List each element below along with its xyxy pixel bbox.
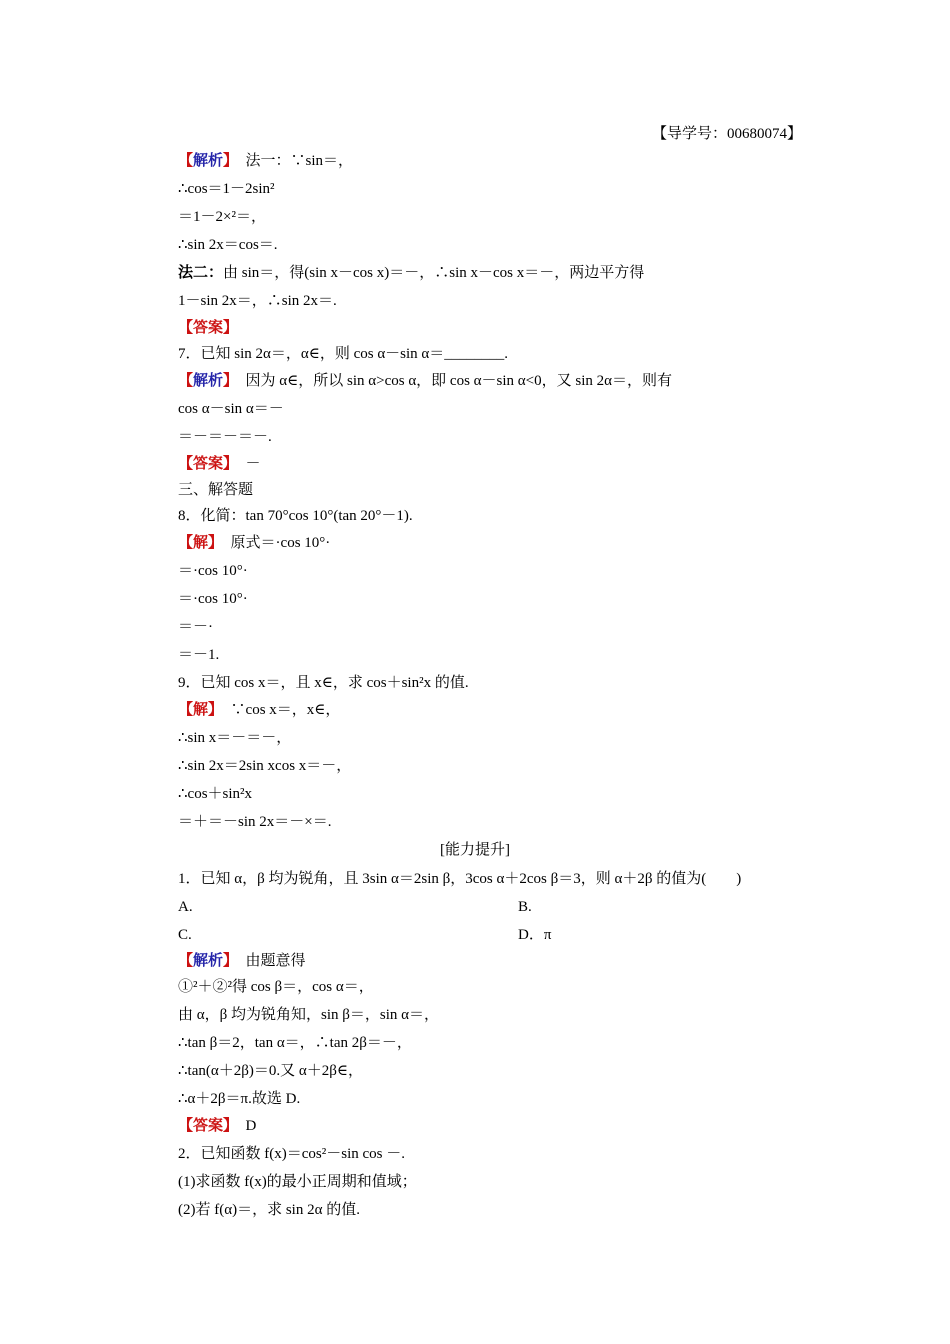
reference-number: 【导学号：00680074】 bbox=[651, 126, 802, 142]
text-line: ∴tan β＝2，tan α＝，∴tan 2β＝－， bbox=[178, 1035, 412, 1051]
analysis-line: 【解析】 由题意得 bbox=[178, 953, 306, 969]
option-a: A. bbox=[178, 899, 193, 915]
solution-tag: 解 bbox=[193, 535, 209, 551]
text-line: ＝·cos 10°· bbox=[178, 591, 248, 607]
text-segment: 由 sin＝，得(sin x－cos x)＝－，∴sin x－cos x＝－，两边平方得 bbox=[223, 265, 645, 281]
problem-2-part-2: (2)若 f(α)＝，求 sin 2α 的值. bbox=[178, 1202, 360, 1218]
text-segment: 因为 α∈，所以 sin α>cos α，即 cos α－sin α<0，又 sin 2α＝，则有 bbox=[230, 373, 672, 389]
text-segment: 原式＝·cos 10°· bbox=[215, 535, 331, 551]
text-line: cos α－sin α＝－ bbox=[178, 401, 284, 417]
text-line: ∴sin 2x＝cos＝. bbox=[178, 237, 278, 253]
problem-2-part-1: (1)求函数 f(x)的最小正周期和值域； bbox=[178, 1174, 417, 1190]
text-segment: 法一：∵sin＝， bbox=[230, 153, 354, 169]
tag-open-bracket: 【 bbox=[178, 153, 194, 169]
text-line: ＝－＝－＝－. bbox=[178, 429, 272, 445]
section-heading: 三、解答题 bbox=[178, 482, 254, 498]
option-d: D．π bbox=[518, 927, 552, 943]
text-line: ＝－· bbox=[178, 619, 213, 635]
option-c: C. bbox=[178, 927, 192, 943]
analysis-line: 【解析】 因为 α∈，所以 sin α>cos α，即 cos α－sin α<0，又 sin 2α＝，则有 bbox=[178, 373, 672, 389]
answer-tag: 答案 bbox=[193, 320, 224, 336]
text-line: 由 α，β 均为锐角知，sin β＝，sin α＝， bbox=[178, 1007, 439, 1023]
text-line: ∴cos＝1－2sin² bbox=[178, 181, 275, 197]
solution-line: 【解】 原式＝·cos 10°· bbox=[178, 535, 331, 551]
answer-line: 【答案】 bbox=[178, 320, 239, 336]
text-line: ＝－1. bbox=[178, 647, 220, 663]
text-segment: D bbox=[230, 1118, 257, 1134]
section-heading-ability: [能力提升] bbox=[440, 842, 510, 858]
solution-line: 【解】 ∵cos x＝，x∈， bbox=[178, 702, 341, 718]
tag-close-bracket: 】 bbox=[223, 153, 231, 169]
text-line: ①²＋②²得 cos β＝，cos α＝， bbox=[178, 979, 374, 995]
text-segment: 由题意得 bbox=[230, 953, 306, 969]
analysis-tag: 解析 bbox=[193, 373, 224, 389]
text-line: ∴sin x＝－＝－， bbox=[178, 730, 292, 746]
analysis-tag: 解析 bbox=[193, 953, 224, 969]
text-line bbox=[178, 263, 644, 283]
text-line: ＝1－2×²＝， bbox=[178, 209, 266, 225]
question-7: 7．已知 sin 2α＝，α∈，则 cos α－sin α＝________. bbox=[178, 346, 509, 362]
solution-tag: 解 bbox=[193, 702, 209, 718]
answer-tag: 答案 bbox=[193, 1118, 224, 1134]
text-segment: － bbox=[230, 456, 261, 472]
text-segment: ∵cos x＝，x∈， bbox=[215, 702, 341, 718]
analysis-tag: 解析 bbox=[193, 153, 224, 169]
answer-line: 【答案】 D bbox=[178, 1118, 257, 1134]
text-line: ∴α＋2β＝π.故选 D. bbox=[178, 1091, 301, 1107]
text-line: ∴cos＋sin²x bbox=[178, 786, 253, 802]
text-line: ∴tan(α＋2β)＝0.又 α＋2β∈， bbox=[178, 1063, 363, 1079]
text-line: ∴sin 2x＝2sin xcos x＝－， bbox=[178, 758, 352, 774]
analysis-line bbox=[178, 151, 353, 171]
answer-line: 【答案】 － bbox=[178, 456, 261, 472]
text-line: ＝＋＝－sin 2x＝－×＝. bbox=[178, 814, 332, 830]
option-b: B. bbox=[518, 899, 532, 915]
text-line: 1－sin 2x＝，∴sin 2x＝. bbox=[178, 293, 337, 309]
answer-tag: 答案 bbox=[193, 456, 224, 472]
method-two-label: 法二： bbox=[178, 265, 224, 281]
problem-1: 1．已知 α，β 均为锐角，且 3sin α＝2sin β，3cos α＋2cos β＝3，则 α＋2β 的值为( ) bbox=[178, 871, 742, 887]
text-line: ＝·cos 10°· bbox=[178, 563, 248, 579]
question-8: 8．化简：tan 70°cos 10°(tan 20°－1). bbox=[178, 508, 413, 524]
problem-2: 2．已知函数 f(x)＝cos²－sin cos －. bbox=[178, 1146, 405, 1162]
question-9: 9．已知 cos x＝，且 x∈，求 cos＋sin²x 的值. bbox=[178, 675, 469, 691]
